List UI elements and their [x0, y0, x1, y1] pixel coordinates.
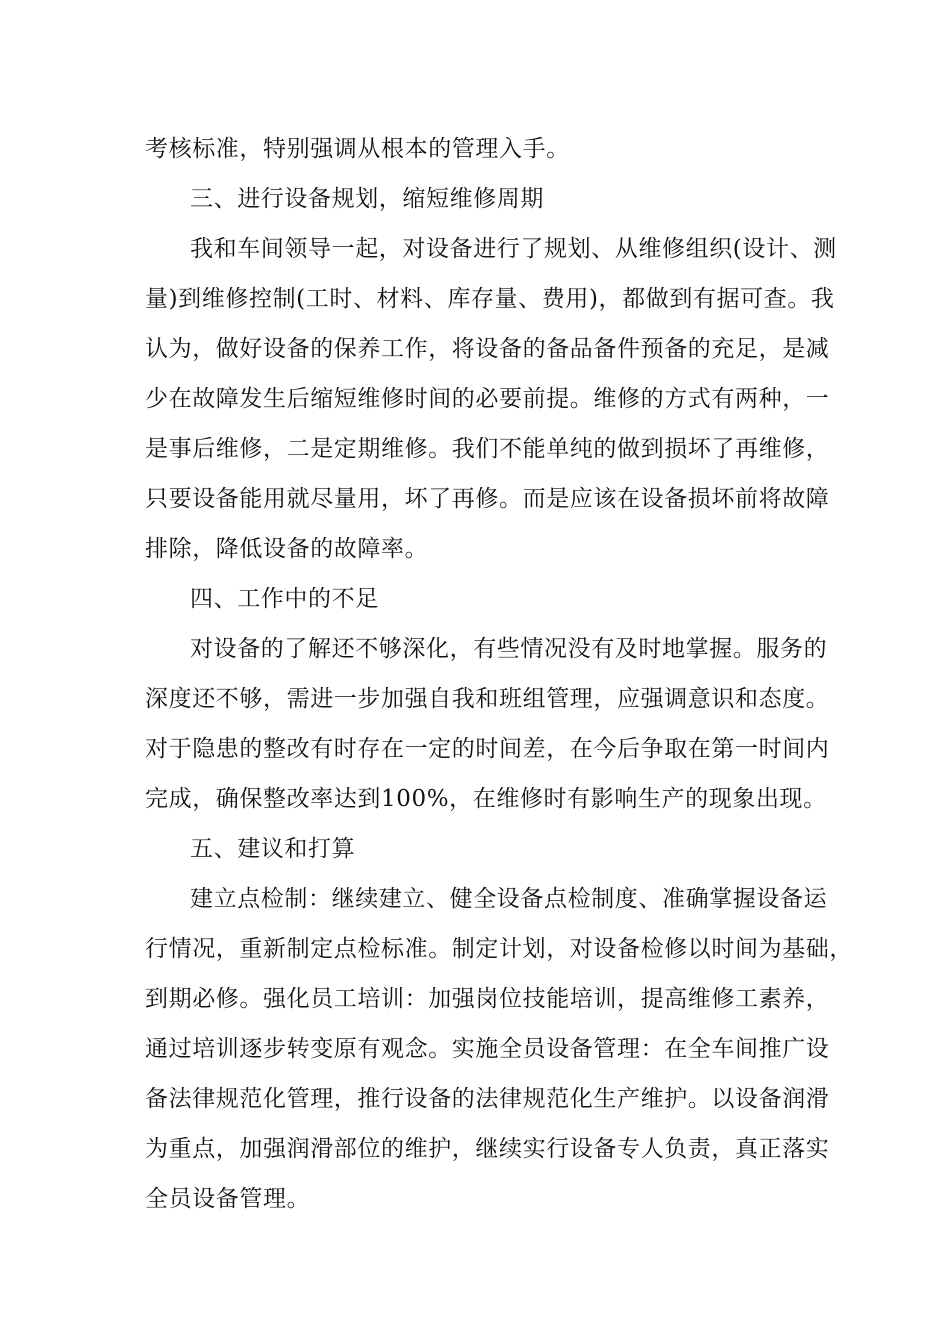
- body-text-line: 对设备的了解还不够深化，有些情况没有及时地掌握。服务的: [190, 636, 828, 662]
- section-heading: 四、工作中的不足: [190, 586, 379, 612]
- body-text-line: 我和车间领导一起，对设备进行了规划、从维修组织(设计、测: [190, 236, 837, 262]
- body-text-line: 对于隐患的整改有时存在一定的时间差，在今后争取在第一时间内: [145, 736, 830, 762]
- body-text-line: 备法律规范化管理，推行设备的法律规范化生产维护。以设备润滑: [145, 1086, 830, 1112]
- body-text-line: 全员设备管理。: [145, 1186, 311, 1212]
- body-text-line: 排除，降低设备的故障率。: [145, 536, 429, 562]
- body-text-line: 到期必修。强化员工培训：加强岗位技能培训，提高维修工素养，: [145, 986, 830, 1012]
- body-text-line: 量)到维修控制(工时、材料、库存量、费用)，都做到有据可查。我: [145, 286, 835, 312]
- body-text-line: 完成，确保整改率达到100%，在维修时有影响生产的现象出现。: [145, 786, 827, 812]
- body-text-line: 认为，做好设备的保养工作，将设备的备品备件预备的充足，是减: [145, 336, 830, 362]
- body-text-line: 为重点，加强润滑部位的维护，继续实行设备专人负责，真正落实: [145, 1136, 830, 1162]
- body-text-line: 考核标准，特别强调从根本的管理入手。: [145, 136, 570, 162]
- section-heading: 五、建议和打算: [190, 836, 356, 862]
- body-text-line: 只要设备能用就尽量用，坏了再修。而是应该在设备损坏前将故障: [145, 486, 830, 512]
- section-heading: 三、进行设备规划，缩短维修周期: [190, 186, 544, 212]
- body-text-line: 建立点检制：继续建立、健全设备点检制度、准确掌握设备运: [190, 886, 828, 912]
- body-text-line: 是事后维修，二是定期维修。我们不能单纯的做到损坏了再维修，: [145, 436, 830, 462]
- body-text-line: 少在故障发生后缩短维修时间的必要前提。维修的方式有两种，一: [145, 386, 830, 412]
- body-text-line: 通过培训逐步转变原有观念。实施全员设备管理：在全车间推广设: [145, 1036, 830, 1062]
- body-text-line: 行情况，重新制定点检标准。制定计划，对设备检修以时间为基础，: [145, 936, 853, 962]
- body-text-line: 深度还不够，需进一步加强自我和班组管理，应强调意识和态度。: [145, 686, 830, 712]
